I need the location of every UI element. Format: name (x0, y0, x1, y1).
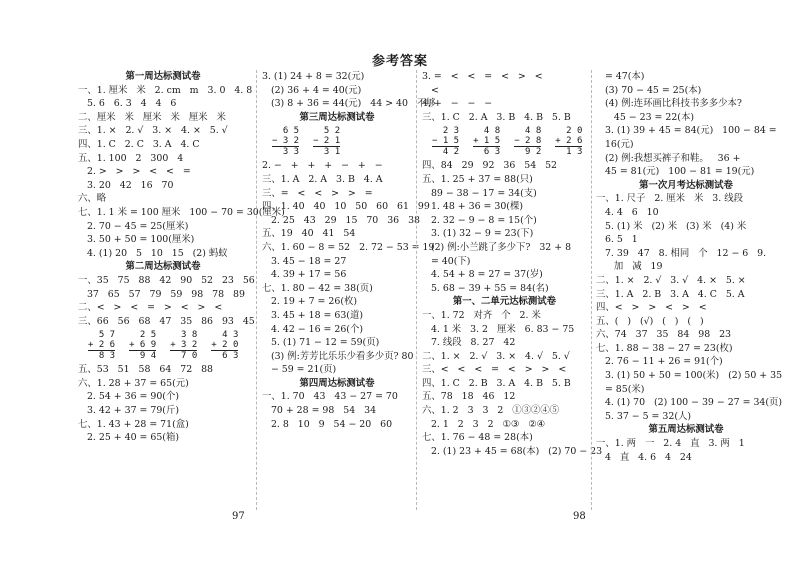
calc-line: 3 3 (272, 147, 300, 158)
answer-line: 六、1. 28 + 37 = 65(元) (78, 377, 189, 389)
calc-line: 4 8 (514, 126, 542, 137)
answer-line: 7. 线段 8. 27 42 (422, 337, 516, 349)
answer-line: 七、1. 88 − 38 − 27 = 23(枚) (596, 342, 733, 354)
answer-line: 3. 42 + 37 = 79(斤) (78, 405, 179, 417)
calc-line: 3 1 (313, 147, 341, 158)
section-heading: 第三周达标测试卷 (299, 111, 375, 123)
answer-line: (2) 例:小兰跳了多少下? 32 + 8 (422, 241, 572, 253)
answer-line: 5. 68 − 39 + 55 = 84(名) (422, 282, 549, 294)
calc-line: 8 3 (88, 351, 116, 362)
answer-line: 五、19 40 41 54 (262, 228, 356, 240)
answer-line: = 47(本) (596, 71, 645, 82)
answer-line: 四、84 29 92 36 54 52 (422, 160, 558, 172)
calc-line: + 2 0 (211, 340, 239, 351)
answer-line: 七、1. 43 + 28 = 71(盒) (78, 418, 189, 430)
calc-line: + 6 9 (129, 340, 157, 351)
answer-line: 六、1. 60 − 8 = 52 2. 72 − 53 = 19 (262, 241, 435, 253)
answer-line: 二、1. × 2. √ 3. × 4. √ 5. √ (422, 350, 570, 362)
answer-line: 3. (1) 50 + 50 = 100(米) (2) 50 + 35 (596, 370, 783, 382)
section-heading: 第一次月考达标测试卷 (639, 179, 733, 191)
vertical-calculation-group (88, 330, 248, 361)
answer-line: 加 减 19 (596, 261, 663, 273)
answer-line: 三、66 56 68 47 35 86 93 45 (78, 315, 255, 327)
answer-line: 2. 70 − 45 = 25(厘米) (78, 220, 189, 232)
answer-line: 三、1. × 2. √ 3. × 4. × 5. √ (78, 125, 228, 137)
answer-line: 三、< < < = < > > < (422, 364, 567, 376)
answer-line: 四、< > > < > < (596, 302, 707, 314)
calc-line: − 1 5 (432, 136, 460, 147)
answer-line: 3. (1) 32 − 9 = 23(下) (422, 228, 534, 240)
answer-line: 2. 8 10 9 54 − 20 60 (262, 418, 393, 430)
answer-line: 五、1. 25 + 37 = 88(只) (422, 173, 533, 185)
calc-line: 3 8 (170, 330, 198, 341)
answer-line: 70 + 28 = 98 54 34 (262, 405, 377, 417)
vertical-calculation-group (272, 126, 412, 157)
answer-line: 5. (1) 米 (2) 米 (3) 米 (4) 米 (596, 220, 747, 232)
column-divider (591, 70, 592, 510)
answer-line: 五、1. 100 2 300 4 (78, 152, 184, 164)
calc-line: 9 2 (514, 147, 542, 158)
answer-line: < (422, 84, 439, 96)
calc-line: 2 5 (129, 330, 157, 341)
answer-line: 3. (1) 24 + 8 = 32(元) (262, 71, 365, 82)
answer-line: 五、78 18 46 12 (422, 391, 516, 403)
answer-line: 一、1. 72 对齐 个 2. 米 (422, 309, 541, 321)
answer-line: 5. 37 − 5 = 32(人) (596, 410, 692, 422)
answer-line: 一、1. 70 43 43 − 27 = 70 (262, 391, 398, 403)
calc-line: 7 0 (170, 351, 198, 362)
answer-line: 2. 32 − 9 − 8 = 15(个) (422, 214, 537, 226)
answer-line: 3. 45 − 18 = 27 (262, 255, 347, 267)
section-heading: 第四周达标测试卷 (299, 377, 375, 389)
answer-line: 三、1. C 2. A 3. B 4. B 5. B (422, 111, 571, 123)
page-title: 参考答案 (371, 54, 428, 69)
column-divider (416, 70, 417, 510)
answer-line: 4. + − − − (422, 98, 493, 110)
calc-line: 4 8 (473, 126, 501, 137)
answer-column-2 (262, 70, 436, 431)
answer-line: 2. (1) 23 + 45 = 68(本) (2) 70 − 23 (422, 445, 603, 457)
answer-line: (3) 例:芳芳比乐乐少看多少页? 80 (262, 350, 414, 362)
answer-line: 一、1. 两 一 2. 4 直 3. 两 1 (596, 438, 745, 450)
calc-line: − 3 2 (272, 136, 300, 147)
answer-line: 四、1. 40 40 10 50 60 61 99 (262, 201, 430, 213)
answer-column-4 (596, 70, 783, 464)
answer-line: − 59 = 21(页) (262, 364, 337, 376)
answer-line: 四、1. C 2. B 3. A 4. B 5. B (422, 377, 571, 389)
answer-line: 3. (1) 39 + 45 = 84(元) 100 − 84 = (596, 125, 777, 137)
answer-line: 1. 48 + 36 = 30(棵) (422, 201, 523, 213)
answer-line: 16(元) (596, 138, 634, 150)
answer-line: = 40(下) (422, 255, 471, 267)
vertical-calculation-group (432, 126, 587, 157)
vertical-calculation (514, 126, 541, 157)
answer-line: 7. 39 47 8. 相同 个 12 − 6 9. (596, 247, 767, 259)
answer-line: 4. 54 + 8 = 27 = 37(岁) (422, 269, 543, 281)
answer-line: 3. = < < = < > < (422, 71, 543, 82)
calc-line: − 2 1 (313, 136, 341, 147)
answer-line: 2. 19 + 7 = 26(枚) (262, 296, 358, 308)
answer-line: 三、1. A 2. B 3. A 4. C 5. A (596, 288, 745, 300)
answer-line: 六、略 (78, 193, 107, 205)
answer-line: 四、1. C 2. C 3. A 4. C (78, 138, 200, 150)
answer-line: 89 − 38 − 17 = 34(支) (422, 187, 537, 199)
vertical-calculation (555, 126, 582, 157)
answer-line: 4 直 4. 6 4 24 (596, 451, 692, 463)
answer-column-3 (422, 70, 603, 458)
answer-line: 45 − 23 = 22(本) (596, 111, 694, 123)
answer-line: 2. 25 + 40 = 65(箱) (78, 432, 179, 444)
answer-line: 一、1. 尺子 2. 厘米 米 3. 线段 (596, 193, 743, 205)
vertical-calculation (473, 126, 500, 157)
answer-line: 2. 25 43 29 15 70 36 38 (262, 214, 421, 226)
calc-line: 1 3 (555, 147, 583, 158)
answer-line: 三、= < < > > = (262, 187, 373, 199)
page-number-left: 97 (232, 511, 245, 522)
answer-line: = 85(米) (596, 383, 645, 395)
answer-line: 3. 45 + 18 = 63(道) (262, 309, 363, 321)
section-heading: 第五周达标测试卷 (648, 424, 724, 436)
vertical-calculation (211, 330, 238, 361)
answer-line: 6. 5 1 (596, 234, 638, 246)
answer-line: 2. 76 − 11 + 26 = 91(个) (596, 356, 723, 368)
answer-line: (3) 8 + 36 = 44(元) 44 > 40 不够 (262, 98, 436, 110)
answer-line: 五、53 51 58 64 72 88 (78, 364, 214, 376)
answer-line: 4. 4 6 10 (596, 206, 659, 218)
section-heading: 第二周达标测试卷 (125, 261, 201, 273)
column-divider (256, 70, 257, 510)
vertical-calculation (272, 126, 299, 157)
answer-line: 37 65 57 79 59 98 78 89 (78, 288, 245, 300)
answer-line: (4) 例:连环画比科技书多多少本? (596, 98, 742, 110)
answer-line: 5. (1) 71 − 12 = 59(页) (262, 337, 380, 349)
vertical-calculation (313, 126, 340, 157)
answer-line: 4. (1) 20 5 10 15 (2) 蚂蚁 (78, 247, 228, 259)
answer-line: 二、1. × 2. √ 3. √ 4. × 5. × (596, 274, 746, 286)
answer-line: 一、1. 厘米 米 2. cm m 3. 0 4. 8 (78, 84, 253, 96)
answer-line: 3. 50 + 50 = 100(厘米) (78, 234, 195, 246)
calc-line: 6 3 (473, 147, 501, 158)
answer-line: 45 = 81(元) 100 − 81 = 19(元) (596, 166, 755, 178)
answer-line: (2) 例:我想买裤子和鞋。 36 + (596, 152, 741, 164)
answer-line: 二、< > < = > < > < (78, 302, 223, 314)
vertical-calculation (129, 330, 156, 361)
vertical-calculation (432, 126, 459, 157)
answer-line: 2. 54 + 36 = 90(个) (78, 391, 179, 403)
section-heading: 第一周达标测试卷 (125, 71, 201, 82)
section-heading: 第一、二单元达标测试卷 (452, 296, 557, 308)
answer-line: 2. > > > < < = (78, 166, 191, 178)
calc-line: 6 3 (211, 351, 239, 362)
calc-line: 9 4 (129, 351, 157, 362)
answer-line: 三、1. A 2. A 3. B 4. A (262, 173, 383, 185)
vertical-calculation (170, 330, 197, 361)
answer-line: 4. (1) 70 (2) 100 − 39 − 27 = 34(页) (596, 397, 783, 409)
answer-line: 4. 42 − 16 = 26(个) (262, 323, 363, 335)
calc-line: + 3 2 (170, 340, 198, 351)
calc-line: + 2 6 (88, 340, 116, 351)
answer-column-1 (78, 70, 285, 445)
calc-line: − 2 8 (514, 136, 542, 147)
answer-line: 七、1. 1 米 = 100 厘米 100 − 70 = 30(厘米) (78, 206, 285, 218)
calc-line: 4 3 (211, 330, 239, 341)
answer-line: 七、1. 76 − 48 = 28(本) (422, 432, 533, 444)
answer-line: 七、1. 80 − 42 = 38(页) (262, 282, 373, 294)
answer-line: 5. 6 6. 3 4 4 6 (78, 98, 177, 110)
answer-line: 一、35 75 88 42 90 52 23 56 (78, 274, 255, 286)
answer-line: 3. 20 42 16 70 (78, 179, 174, 191)
calc-line: 2 3 (432, 126, 460, 137)
calc-line: + 1 5 (473, 136, 501, 147)
calc-line: 5 7 (88, 330, 116, 341)
answer-line: 五、( ) (√) ( ) ( ) (596, 315, 704, 327)
calc-line: 2 0 (555, 126, 583, 137)
answer-line: 六、74 37 35 84 98 23 (596, 329, 732, 341)
calc-line: 6 5 (272, 126, 300, 137)
answer-line: (3) 70 − 45 = 25(本) (596, 84, 702, 96)
answer-line: 2. 1 2 3 2 ①③ ②④ (422, 418, 546, 430)
answer-line: (2) 36 + 4 = 40(元) (262, 84, 362, 96)
answer-line: 二、厘米 米 厘米 米 厘米 米 (78, 111, 226, 123)
calc-line: 5 2 (313, 126, 341, 137)
calc-line: 4 2 (432, 147, 460, 158)
answer-line: 2. − + + + − + − (262, 160, 383, 172)
vertical-calculation (88, 330, 115, 361)
page-number-right: 98 (573, 511, 586, 522)
answer-line: 4. 39 + 17 = 56 (262, 269, 347, 281)
calc-line: + 2 6 (555, 136, 583, 147)
answer-line: 4. 1 米 3. 2 厘米 6. 83 − 75 (422, 323, 575, 335)
answer-line: 六、1. 2 3 3 2 ①③②④⑤ (422, 405, 560, 417)
